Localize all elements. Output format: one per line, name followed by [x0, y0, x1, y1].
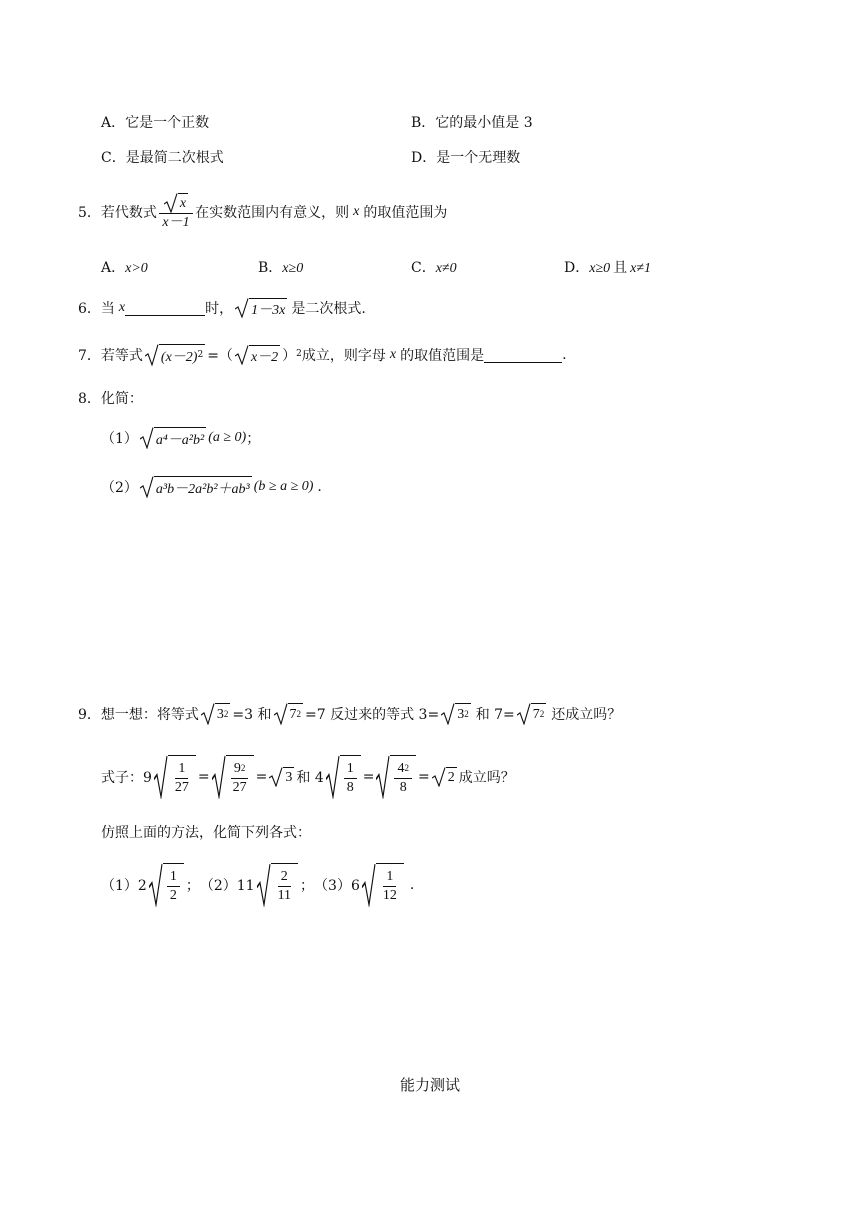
question-7: 7． 若等式 (x－2) $^2$ =（ x－2 ） $^2$ 成立，则字母 x 的取值范围是 . — [78, 335, 567, 375]
question-number: 6． — [78, 301, 101, 317]
q5-option-a: A．x>0 — [101, 260, 148, 276]
square-root: 3 $^2$ — [201, 703, 231, 725]
q9-exercises: （1）2 $\frac{1}{2}$ ； （2）11 $\frac{2}{11}$ ； （3）6 $\frac{1}{12}$ . — [101, 860, 414, 910]
question-text: 在实数范围内有意义，则 — [195, 205, 350, 221]
square-root: 3 $^2$ — [441, 703, 471, 725]
question-number: 8． — [78, 391, 101, 407]
square-root: a⁴－a²b² — [140, 427, 206, 449]
q4-option-c: C．是最简二次根式 — [101, 150, 224, 166]
q4-option-a: A．它是一个正数 — [101, 115, 210, 131]
q4-option-b: B．它的最小值是 3 — [411, 115, 533, 131]
question-number: 7． — [78, 348, 101, 364]
q4-option-d: D．是一个无理数 — [411, 150, 521, 166]
square-root: 3 — [269, 767, 294, 787]
question-number: 5． — [78, 205, 101, 221]
square-root: 4 $^2$ 8 — [376, 755, 416, 799]
q9-instruction: 仿照上面的方法，化简下列各式： — [101, 825, 311, 841]
square-root: (x－2) $^2$ — [145, 344, 205, 366]
square-root: $\frac{2}{11}$ — [257, 863, 298, 907]
square-root: 9 $^2$ 27 — [212, 755, 254, 799]
question-6: 6． 当 x 时， 1－3x 是二次根式. — [78, 300, 366, 318]
square-root: $\frac{1}{12}$ — [362, 863, 404, 907]
square-root: x — [164, 193, 188, 213]
square-root: 2 — [432, 767, 457, 787]
q5-option-c: C．x≠0 — [411, 260, 457, 276]
square-root: 1－3x — [235, 298, 287, 318]
answer-blank[interactable] — [125, 301, 205, 316]
fraction: $\frac{x}{x-1}$ — [159, 193, 193, 232]
question-text: 若代数式 — [100, 205, 157, 221]
question-8: 8． 化简： — [78, 378, 143, 418]
square-root: $\frac{1}{8}$ — [326, 755, 361, 799]
square-root: 7 $^2$ — [517, 703, 547, 725]
square-root: a³b－2a²b²＋ab³ — [140, 476, 252, 498]
question-number: 9． — [78, 707, 101, 723]
square-root: $\frac{1}{27}$ — [154, 755, 196, 799]
question-5: 5． 若代数式 $\frac{x}{x-1}$ 在实数范围内有意义，则 x 的取值范围为 — [78, 190, 447, 234]
q8-part-2: （2） a³b－2a²b²＋ab³ (b ≥ a ≥ 0) . — [101, 467, 322, 507]
square-root: x－2 — [235, 345, 280, 365]
answer-blank[interactable] — [484, 348, 562, 363]
section-title: 能力测试 — [399, 1076, 460, 1094]
q5-option-d: D．x≥0 且 x≠1 — [564, 260, 652, 276]
q5-option-b: B．x≥0 — [258, 260, 304, 276]
question-9: 9． 想一想：将等式 3 $^2$ =3 和 7 $^2$ =7 反过来的等式 3= 3 $^2$ 和 7= 7 $^2$ 还成立吗？ — [78, 694, 621, 734]
q9-example-line: 式子：9 $\frac{1}{27}$ = 9 $^2$ 27 = 3 和 4 $\frac{1}{8}$ = 4 $^2$ 8 = 2 成立吗？ — [101, 752, 515, 802]
square-root: $\frac{1}{2}$ — [149, 863, 184, 907]
square-root: 7 $^2$ — [274, 703, 304, 725]
q8-part-1: （1） a⁴－a²b² (a ≥ 0) ； — [101, 418, 260, 458]
